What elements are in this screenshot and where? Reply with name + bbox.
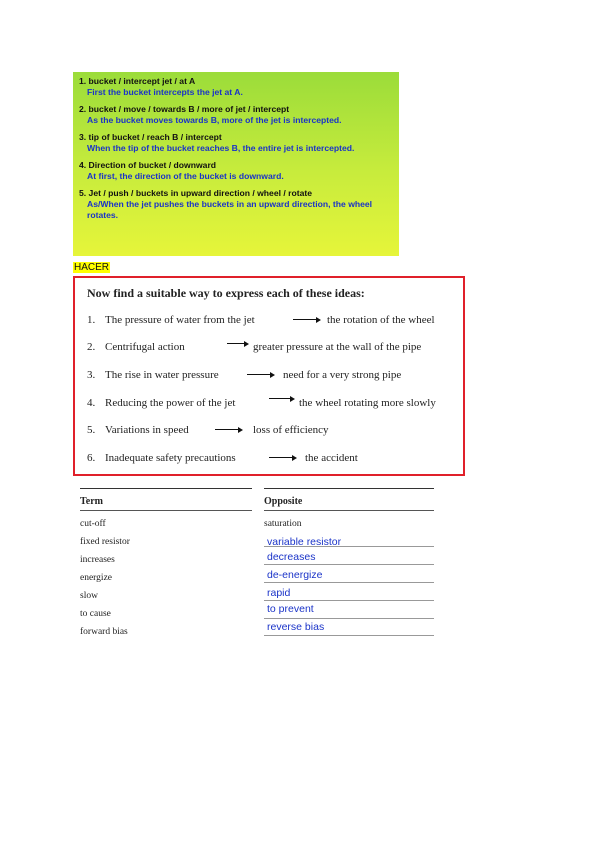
answer-line [264, 635, 434, 636]
term-cell: forward bias [80, 627, 128, 637]
answer-text: As the bucket moves towards B, more of the jet is intercepted. [87, 115, 342, 125]
result-text: loss of efficiency [253, 424, 329, 436]
term-cell: increases [80, 555, 115, 565]
term-cell: to cause [80, 609, 111, 619]
arrow-icon [269, 457, 295, 458]
result-text: the wheel rotating more slowly [299, 397, 436, 409]
term-opposite-table [80, 488, 435, 640]
cause-text: The pressure of water from the jet [105, 314, 255, 326]
exercise-title: Now find a suitable way to express each of these ideas: [87, 286, 365, 300]
prompt-text: 4. Direction of bucket / downward [79, 160, 217, 170]
answer-text: When the tip of the bucket reaches B, the entire jet is intercepted. [87, 143, 355, 153]
answer-text: As/When the jet pushes the buckets in an upward direction, the wheel rotates. [87, 199, 373, 220]
answer-line [264, 618, 434, 619]
row-number: 5. [87, 424, 96, 436]
cause-text: Centrifugal action [105, 341, 185, 353]
exercise-row [87, 314, 435, 326]
answer-item [79, 160, 393, 182]
row-number: 4. [87, 397, 96, 409]
exercise-row [87, 397, 436, 409]
cause-text: Variations in speed [105, 424, 189, 436]
answers-box [73, 72, 399, 256]
hacer-label: HACER [74, 262, 110, 273]
cause-text: The rise in water pressure [105, 369, 219, 381]
row-number: 6. [87, 452, 96, 464]
prompt-text: 1. bucket / intercept jet / at A [79, 76, 196, 86]
row-number: 1. [87, 314, 96, 326]
result-text: greater pressure at the wall of the pipe [253, 341, 422, 353]
opposite-cell: saturation [264, 519, 302, 529]
cause-text: Inadequate safety precautions [105, 452, 236, 464]
term-header: Term [80, 496, 103, 507]
arrow-icon [293, 319, 319, 320]
rule-line [264, 510, 434, 511]
opposite-answer: decreases [267, 551, 316, 563]
opposite-header: Opposite [264, 496, 303, 507]
exercise-box [73, 276, 465, 476]
prompt-text: 5. Jet / push / buckets in upward direction / wheel / rotate [79, 188, 313, 198]
exercise-row [87, 452, 358, 464]
term-cell: cut-off [80, 519, 106, 529]
opposite-answer: to prevent [267, 603, 314, 615]
result-text: the accident [305, 452, 358, 464]
exercise-row [87, 341, 422, 353]
answer-text: First the bucket intercepts the jet at A. [87, 87, 243, 97]
result-text: the rotation of the wheel [327, 314, 435, 326]
term-cell: energize [80, 573, 112, 583]
answer-item [79, 188, 393, 221]
exercise-row [87, 424, 329, 436]
answer-line [264, 600, 434, 601]
arrow-icon [247, 374, 273, 375]
answer-text: At first, the direction of the bucket is downward. [87, 171, 284, 181]
term-cell: slow [80, 591, 98, 601]
arrow-icon [269, 398, 293, 399]
opposite-answer: variable resistor [267, 536, 342, 548]
opposite-answer: rapid [267, 587, 291, 599]
row-number: 2. [87, 341, 96, 353]
answer-item [79, 132, 393, 154]
opposite-answer: de-energize [267, 569, 323, 581]
rule-line [80, 510, 252, 511]
answer-item [79, 104, 393, 126]
answer-line [264, 582, 434, 583]
rule-line [264, 488, 434, 489]
answer-line [264, 546, 434, 547]
answer-line [264, 564, 434, 565]
term-cell: fixed resistor [80, 537, 130, 547]
rule-line [80, 488, 252, 489]
arrow-icon [227, 343, 247, 344]
answer-item [79, 76, 393, 98]
cause-text: Reducing the power of the jet [105, 397, 236, 409]
result-text: need for a very strong pipe [283, 369, 402, 381]
exercise-row [87, 369, 402, 381]
opposite-answer: reverse bias [267, 621, 325, 633]
prompt-text: 3. tip of bucket / reach B / intercept [79, 132, 222, 142]
prompt-text: 2. bucket / move / towards B / more of jet / intercept [79, 104, 290, 114]
row-number: 3. [87, 369, 96, 381]
arrow-icon [215, 429, 241, 430]
